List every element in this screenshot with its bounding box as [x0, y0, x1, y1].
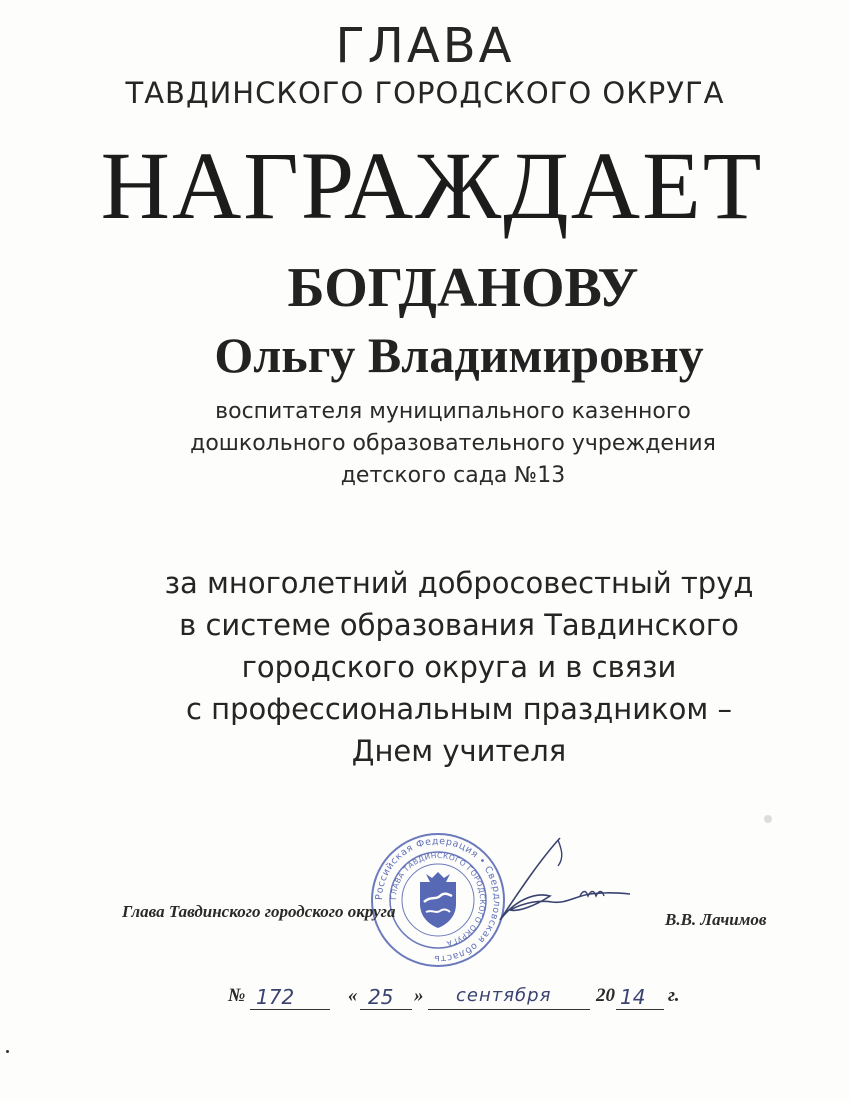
reason-line: с профессиональным праздником –	[186, 692, 732, 726]
number-sign: №	[228, 985, 246, 1006]
reason-line: за многолетний добросовестный труд	[164, 566, 754, 600]
document-month: сентября	[456, 985, 552, 1006]
recipient-given-names: Ольгу Владимировну	[214, 327, 704, 383]
signature-block	[0, 902, 850, 942]
year-prefix: 20	[596, 985, 615, 1006]
signatory-title: Глава Тавдинского городского округа	[122, 902, 396, 921]
stamp-inner-text: ГЛАВА ТАВДИНСКОГО ГОРОДСКОГО ОКРУГА	[388, 850, 488, 949]
award-reason	[34, 562, 850, 772]
header-subtitle: ТАВДИНСКОГО ГОРОДСКОГО ОКРУГА	[125, 76, 725, 110]
stamp-ring-text: Российская Федерация • Свердловская область	[373, 835, 503, 965]
reason-line: в системе образования Тавдинского	[179, 608, 739, 642]
award-verb: НАГРАЖДАЕТ	[100, 132, 764, 239]
document-number: 172	[256, 985, 295, 1009]
scan-speck	[6, 1050, 9, 1053]
position-line: детского сада №13	[340, 463, 566, 488]
position-line: дошкольного образовательного учреждения	[190, 431, 716, 456]
header-title: ГЛАВА	[335, 18, 515, 74]
recipient-surname: БОГДАНОВУ	[287, 257, 639, 319]
signatory-name: В.В. Лачимов	[665, 910, 767, 929]
document-day: 25	[368, 985, 394, 1009]
position-line: воспитателя муниципального казенного	[215, 399, 691, 424]
paper-stain	[764, 815, 772, 823]
reason-line: городского округа и в связи	[241, 650, 677, 684]
recipient-position	[28, 396, 850, 492]
year-unit: г.	[668, 985, 680, 1006]
reason-line: Днем учителя	[351, 734, 567, 768]
quote-open: «	[348, 985, 358, 1006]
year-suffix: 14	[620, 985, 646, 1009]
quote-close: »	[414, 985, 424, 1006]
